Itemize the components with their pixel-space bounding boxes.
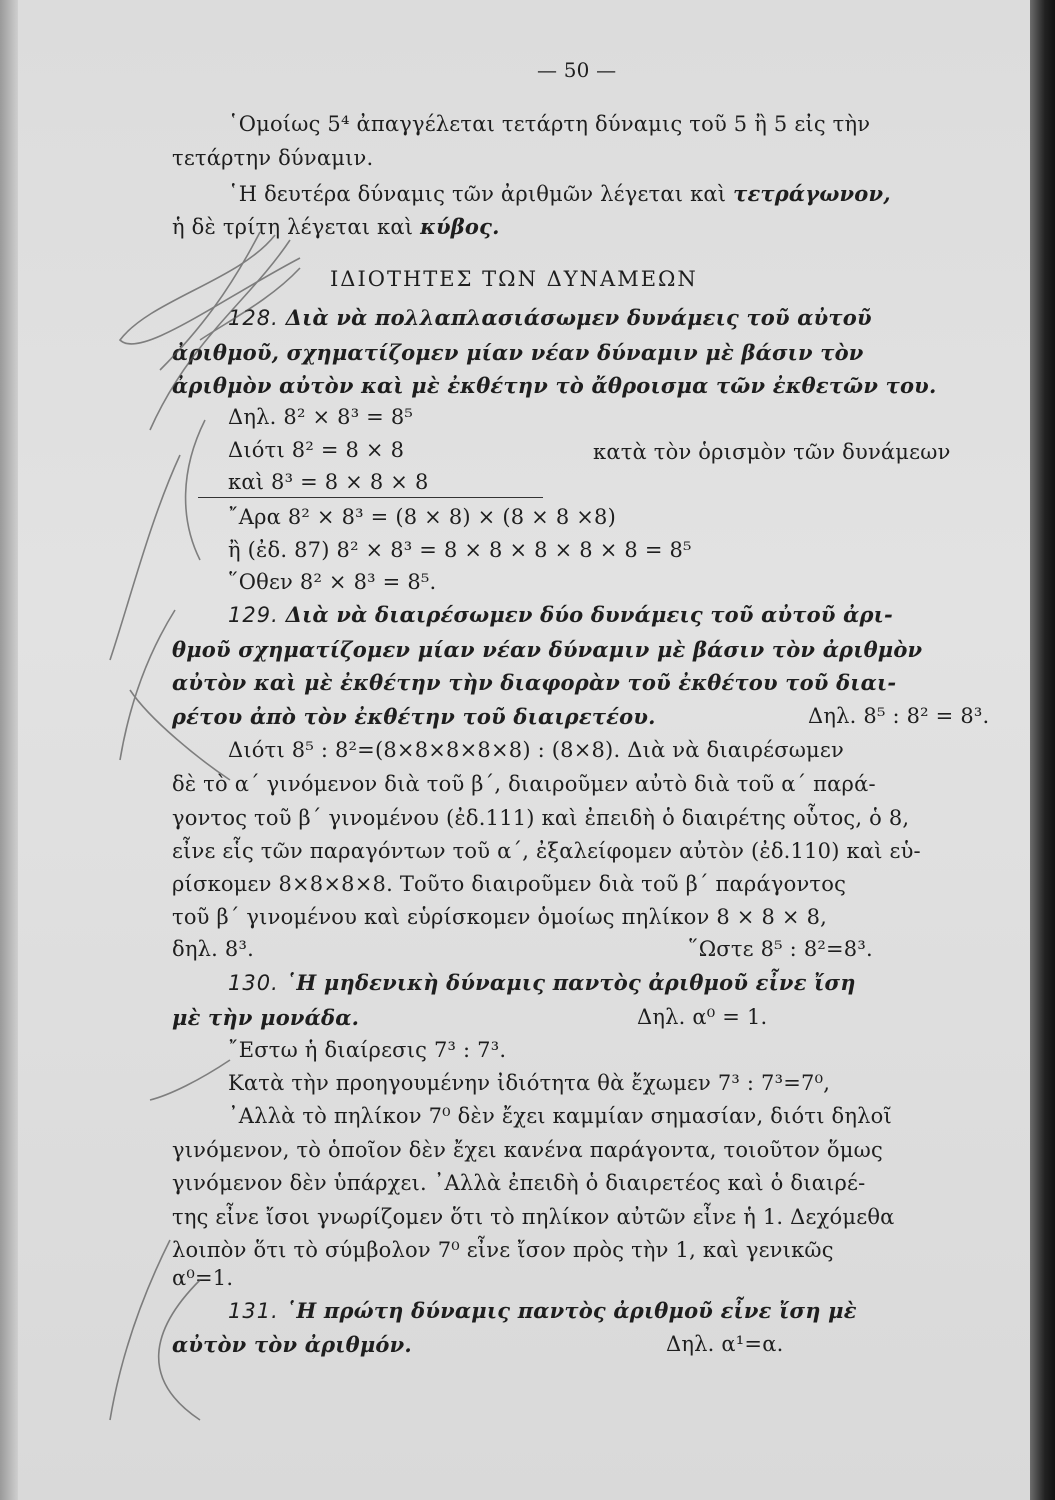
underline-rule	[198, 497, 543, 498]
text-line: Κατὰ τὴν προηγουμένην ἰδιότητα θὰ ἔχωμεν 7³ : 7³=7⁰,	[228, 1071, 831, 1095]
paragraph-number: 130.	[228, 971, 279, 995]
paragraph-131-line: αὐτὸν τὸν ἀριθμόν.	[172, 1332, 412, 1357]
text-line: ρίσκομεν 8×8×8×8. Τοῦτο διαιροῦμεν διὰ τοῦ β΄ παράγοντος	[172, 872, 847, 896]
text-line: γινόμενον, τὸ ὁποῖον δὲν ἔχει κανένα παράγοντα, τοιοῦτον ὅμως	[172, 1138, 883, 1162]
text-line: ῎Εστω ἡ διαίρεσις 7³ : 7³.	[228, 1038, 507, 1062]
paragraph-number: 129.	[228, 603, 279, 627]
equation-line: ῞Ωστε 8⁵ : 8²=8³.	[688, 937, 873, 961]
page-right-edge	[1030, 0, 1055, 1500]
text-line: δὲ τὸ α΄ γινόμενον διὰ τοῦ β΄, διαιροῦμεν αὐτὸ διὰ τοῦ α΄ παρά-	[172, 772, 876, 796]
paragraph-129-line: ρέτου ἀπὸ τὸν ἐκθέτην τοῦ διαιρετέου.	[172, 704, 656, 729]
text-line: εἶνε εἷς τῶν παραγόντων τοῦ α΄, ἐξαλείφομεν αὐτὸν (ἐδ.110) καὶ εὑ-	[172, 839, 921, 863]
equation-line: Δηλ. 8² × 8³ = 8⁵	[228, 405, 414, 429]
paragraph-131-line: 131. ῾Η πρώτη δύναμις παντὸς ἀριθμοῦ εἶνε ἴση μὲ	[228, 1298, 857, 1323]
text-line: της εἶνε ἴσοι γνωρίζομεν ὅτι τὸ πηλίκον αὐτῶν εἶνε ἡ 1. Δεχόμεθα	[172, 1205, 895, 1229]
text-line: α⁰=1.	[172, 1266, 234, 1290]
paragraph-number: 128.	[228, 306, 279, 330]
text-line: λοιπὸν ὅτι τὸ σύμβολον 7⁰ εἶνε ἴσον πρὸς τὴν 1, καὶ γενικῶς	[172, 1238, 834, 1262]
paragraph-number: 131.	[228, 1299, 279, 1323]
text-line: τοῦ β΄ γινομένου καὶ εὑρίσκομεν ὁμοίως πηλίκον 8 × 8 × 8,	[172, 905, 828, 929]
paragraph-129-line: 129. Διὰ νὰ διαιρέσωμεν δύο δυνάμεις τοῦ αὐτοῦ ἀρι-	[228, 602, 893, 627]
text-line: ᾽Αλλὰ τὸ πηλίκον 7⁰ δὲν ἔχει καμμίαν σημασίαν, διότι δηλοῖ	[228, 1104, 892, 1128]
paragraph-128-line: 128. Διὰ νὰ πολλαπλασιάσωμεν δυνάμεις τοῦ αὐτοῦ	[228, 305, 872, 330]
text-line: ῾Η δευτέρα δύναμις τῶν ἀριθμῶν λέγεται καὶ τετράγωνον,	[228, 181, 891, 206]
equation-line: Δηλ. α⁰ = 1.	[637, 1005, 768, 1029]
section-heading: ΙΔΙΟΤΗΤΕΣ ΤΩΝ ΔΥΝΑΜΕΩΝ	[330, 267, 698, 291]
page-number: — 50 —	[537, 58, 617, 82]
text-line: τετάρτην δύναμιν.	[172, 146, 374, 170]
paragraph-128-line: ἀριθμοῦ, σχηματίζομεν μίαν νέαν δύναμιν μὲ βάσιν τὸν	[172, 340, 864, 365]
text-line: γινόμενον δὲν ὑπάρχει. ᾽Αλλὰ ἐπειδὴ ὁ διαιρετέος καὶ ὁ διαιρέ-	[172, 1171, 866, 1195]
text-line: δηλ. 8³.	[172, 937, 254, 961]
paragraph-129-line: αὐτὸν καὶ μὲ ἐκθέτην τὴν διαφορὰν τοῦ ἐκθέτου τοῦ διαι-	[172, 670, 897, 695]
text-line: ἡ δὲ τρίτη λέγεται καὶ κύβος.	[172, 214, 500, 239]
equation-line: ῞Οθεν 8² × 8³ = 8⁵.	[228, 570, 437, 594]
paragraph-130-line: 130. ῾Η μηδενικὴ δύναμις παντὸς ἀριθμοῦ εἶνε ἴση	[228, 970, 856, 995]
text-line: Διότι 8⁵ : 8²=(8×8×8×8×8) : (8×8). Διὰ νὰ διαιρέσωμεν	[228, 738, 844, 762]
paragraph-128-line: ἀριθμὸν αὐτὸν καὶ μὲ ἐκθέτην τὸ ἄθροισμα τῶν ἐκθετῶν του.	[172, 373, 937, 398]
equation-line: Δηλ. α¹=α.	[666, 1332, 784, 1356]
equation-line: ἢ (ἐδ. 87) 8² × 8³ = 8 × 8 × 8 × 8 × 8 = 8⁵	[228, 538, 692, 562]
text-line: γοντος τοῦ β΄ γινομένου (ἐδ.111) καὶ ἐπειδὴ ὁ διαιρέτης οὗτος, ὁ 8,	[172, 806, 910, 830]
paragraph-130-line: μὲ τὴν μονάδα.	[172, 1005, 360, 1030]
equation-line: ῎Αρα 8² × 8³ = (8 × 8) × (8 × 8 ×8)	[228, 505, 617, 529]
equation-line: Δηλ. 8⁵ : 8² = 8³.	[808, 704, 990, 728]
equation-line: Διότι 8² = 8 × 8	[228, 438, 405, 462]
equation-line: καὶ 8³ = 8 × 8 × 8	[228, 470, 429, 494]
text-line: ῾Ομοίως 5⁴ ἀπαγγέλεται τετάρτη δύναμις τοῦ 5 ἢ 5 εἰς τὴν	[228, 112, 871, 136]
page-left-edge	[0, 0, 18, 1500]
equation-note: κατὰ τὸν ὁρισμὸν τῶν δυνάμεων	[593, 440, 951, 464]
paragraph-129-line: θμοῦ σχηματίζομεν μίαν νέαν δύναμιν μὲ βάσιν τὸν ἀριθμὸν	[172, 637, 923, 662]
